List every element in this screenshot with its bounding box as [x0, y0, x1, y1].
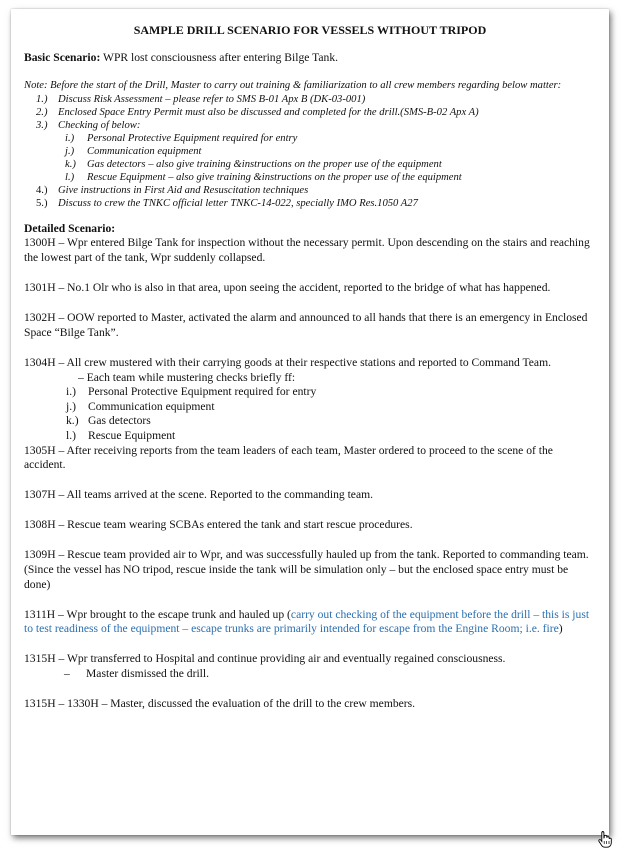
entry-1305h: 1305H – After receiving reports from the team leaders of each team, Master ordered to proceed to the scene of the accident. [24, 443, 553, 472]
note-subitem: j.) Communication equipment [65, 145, 202, 157]
entry-1315h: 1315H – Wpr transferred to Hospital and continue providing air and eventually regained consciousness. [24, 652, 506, 666]
entry-1309h: 1309H – Rescue team provided air to Wpr, and was successfully hauled up from the tank. Reported to commanding team. (Since the vessel has NO tripod, rescue inside the tank will be simulation only – but the enclosed space entry must be done) [24, 548, 589, 591]
hand-cursor-icon [597, 830, 613, 848]
basic-scenario-text: WPR lost consciousness after entering Bilge Tank. [100, 50, 339, 64]
escape-trunk-note: carry out checking of the equipment before the drill – this is just to test readiness of the equipment – escape trunks are primarily intended for escape from the Engine Room; i.e. fire [24, 607, 590, 636]
document-title: SAMPLE DRILL SCENARIO FOR VESSELS WITHOUT TRIPOD [133, 23, 487, 37]
entry-1304h: 1304H – All crew mustered with their carrying goods at their respective stations and reported to Command Team. [24, 355, 551, 369]
entry-1315h-1330h: 1315H – 1330H – Master, discussed the evaluation of the drill to the crew members. [24, 697, 416, 711]
entry-1300h: 1300H – Wpr entered Bilge Tank for inspection without the necessary permit. Upon descending on the stairs and reaching the lowest part of the tank, Wpr suddenly collapsed. [24, 236, 590, 265]
document-content [24, 23, 596, 727]
entry-1304h-sub: – Each team while mustering checks briefly ff: [78, 370, 296, 384]
document-page [11, 9, 609, 835]
note-subitem: i.) Personal Protective Equipment required for entry [65, 132, 298, 144]
muster-check-item: i.) Personal Protective Equipment required for entry [66, 385, 317, 399]
note-item: 1.) Discuss Risk Assessment – please refer to SMS B-01 Apx B (DK-03-001) [36, 93, 366, 105]
note-subitem: l.) Rescue Equipment – also give training &instructions on the proper use of the equipment [65, 171, 462, 183]
entry-1302h: 1302H – OOW reported to Master, activated the alarm and announced to all hands that there is an emergency in Enclosed Space “Bilge Tank”. [24, 311, 588, 339]
note-list [24, 93, 596, 210]
note-subitem: k.) Gas detectors – also give training &instructions on the proper use of the equipment [65, 158, 442, 170]
note-intro: Note: Before the start of the Drill, Master to carry out training & familiarization to all crew members regarding below matter: [24, 80, 562, 92]
note-item: 5.) Discuss to crew the TNKC official letter TNKC-14-022, specially IMO Res.1050 A27 [36, 197, 418, 209]
entry-1315h-sub: – Master dismissed the drill. [64, 666, 210, 680]
basic-scenario [24, 51, 596, 66]
muster-check-item: l.) Rescue Equipment [66, 428, 176, 442]
entry-1301h: 1301H – No.1 Olr who is also in that area, upon seeing the accident, reported to the bridge of what has happened. [24, 281, 551, 295]
note-item: 2.) Enclosed Space Entry Permit must also be discussed and completed for the drill.(SMS-B-02 Apx A) [36, 106, 479, 118]
muster-check-item: j.) Communication equipment [66, 399, 215, 413]
entry-1311h: 1311H – Wpr brought to the escape trunk and hauled up (carry out checking of the equipment before the drill – this is just to test readiness of the equipment – escape trunks are primarily intended for escape from the Engine Room; i.e. fire) [24, 607, 590, 636]
entry-1307h: 1307H – All teams arrived at the scene. Reported to the commanding team. [24, 488, 374, 502]
entry-1308h: 1308H – Rescue team wearing SCBAs entered the tank and start rescue procedures. [24, 518, 413, 532]
note-item: 4.) Give instructions in First Aid and Resuscitation techniques [36, 184, 309, 196]
note-item: 3.) Checking of below: [36, 119, 141, 131]
basic-scenario-label: Basic Scenario: [24, 50, 101, 64]
muster-check-list [24, 385, 596, 443]
detailed-scenario-heading: Detailed Scenario: [24, 221, 116, 235]
muster-check-item: k.) Gas detectors [66, 414, 151, 428]
